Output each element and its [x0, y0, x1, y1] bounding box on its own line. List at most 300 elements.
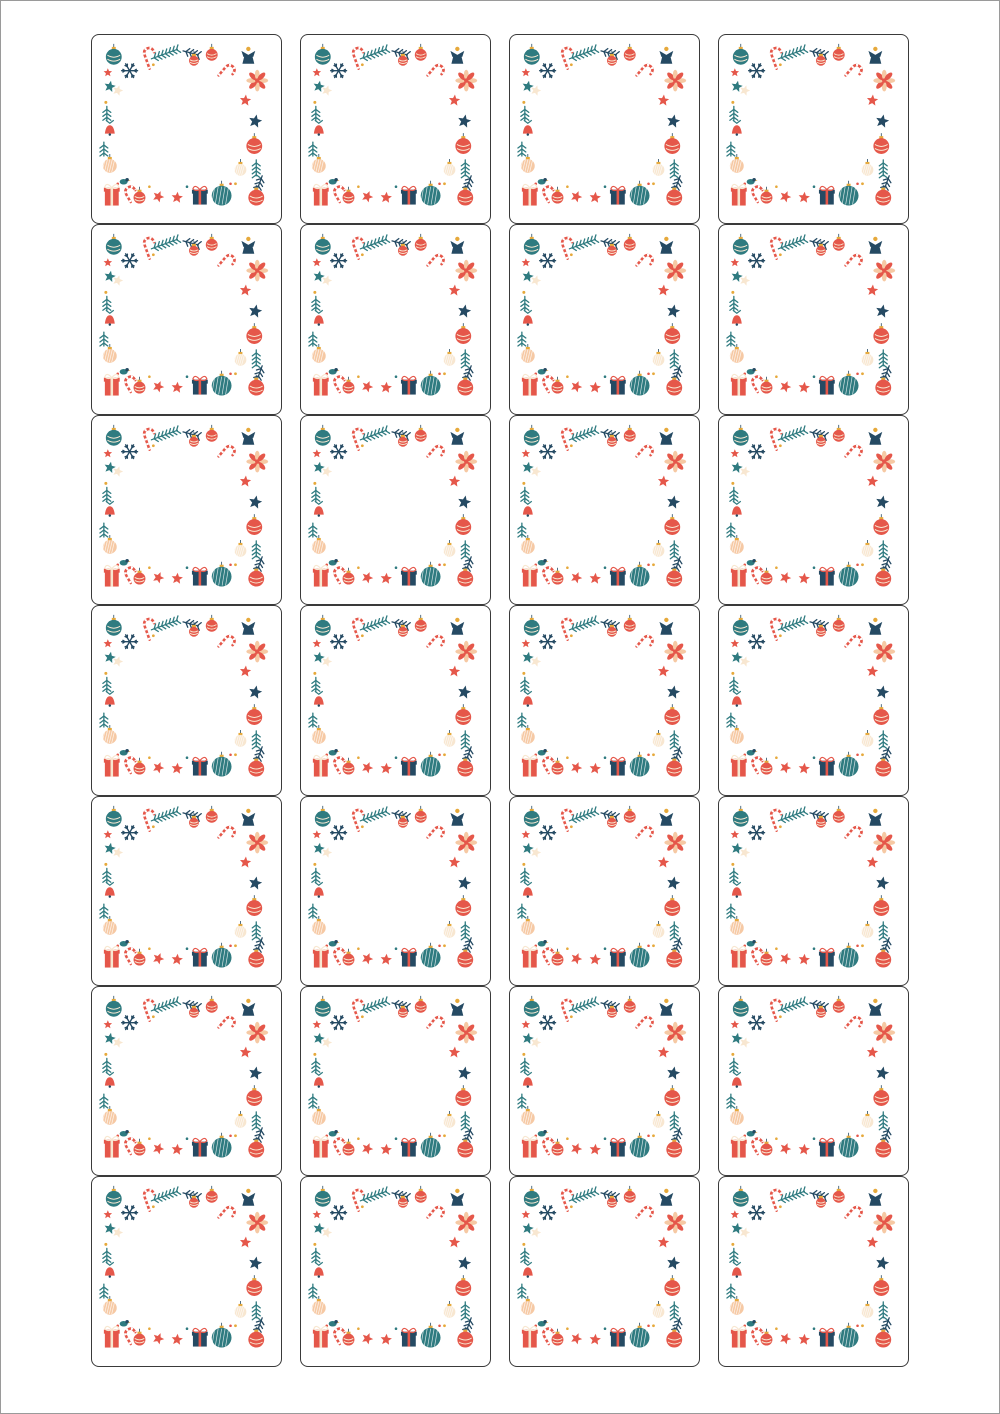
bell-icon [105, 311, 115, 327]
christmas-label [91, 1176, 282, 1366]
snowflake-icon [122, 825, 138, 839]
ornament-icon [246, 133, 262, 154]
star-icon [876, 686, 889, 699]
star-icon [314, 462, 325, 473]
confetti-dot [647, 1134, 650, 1137]
bow-icon [664, 641, 686, 663]
ornament-icon [311, 725, 326, 744]
star-icon [867, 95, 878, 106]
gift-icon [731, 1136, 747, 1157]
pine-branch-icon [777, 806, 808, 824]
pine-branch-icon [568, 997, 599, 1015]
confetti-dot [357, 1137, 360, 1140]
candy-cane-icon [428, 1206, 446, 1225]
confetti-dot [229, 563, 232, 566]
star-icon [799, 192, 810, 203]
ornament-icon [666, 185, 682, 206]
confetti-dot [104, 291, 107, 294]
pine-branch-icon [103, 487, 111, 501]
star-icon [531, 276, 541, 286]
confetti-dot [313, 291, 316, 294]
ornament-icon [666, 375, 682, 396]
pine-branch-icon [568, 616, 599, 634]
confetti-dot [522, 291, 525, 294]
confetti-dot [570, 254, 573, 257]
bell-icon [732, 501, 742, 517]
confetti-dot [395, 757, 398, 760]
ornament-icon [860, 921, 873, 938]
ornament-icon [875, 566, 891, 587]
gift-icon [104, 756, 120, 777]
ornament-icon [630, 942, 650, 967]
gift-icon [313, 565, 329, 586]
gift-icon [313, 184, 329, 205]
star-icon [104, 1211, 112, 1219]
star-icon [313, 449, 321, 457]
ornament-icon [664, 514, 680, 535]
gift-icon [313, 1327, 329, 1348]
confetti-dot [104, 862, 107, 865]
star-icon [458, 1257, 471, 1270]
gift-icon [401, 1138, 417, 1156]
star-icon [523, 271, 534, 282]
star-icon [104, 259, 112, 267]
confetti-dot [856, 754, 859, 757]
ornament-icon [102, 1296, 117, 1315]
snowflake-icon [749, 635, 765, 649]
bell-icon [314, 311, 324, 327]
gift-icon [313, 946, 329, 967]
star-icon [590, 572, 601, 583]
star-icon [172, 1144, 183, 1155]
ornament-icon [524, 234, 540, 255]
confetti-dot [438, 944, 441, 947]
confetti-dot [438, 1325, 441, 1328]
bird-icon [747, 749, 758, 756]
bird-icon [747, 940, 758, 947]
star-icon [458, 1066, 471, 1079]
confetti-dot [148, 185, 151, 188]
bow-icon [246, 70, 268, 92]
confetti-dot [813, 1328, 816, 1331]
confetti-dot [229, 1325, 232, 1328]
confetti-dot [357, 757, 360, 760]
pine-branch-icon [568, 1187, 599, 1205]
confetti-dot [570, 63, 573, 66]
star-icon [523, 462, 534, 473]
star-icon [732, 462, 743, 473]
ornament-icon [729, 725, 744, 744]
bow-icon [246, 260, 268, 282]
star-icon [799, 763, 810, 774]
confetti-dot [604, 376, 607, 379]
gift-icon [522, 184, 538, 205]
confetti-dot [438, 1134, 441, 1137]
confetti-dot [152, 1015, 155, 1018]
star-icon [731, 449, 739, 457]
gift-icon [192, 377, 208, 395]
candy-cane-icon [219, 1206, 237, 1225]
gift-icon [313, 756, 329, 777]
pine-branch-icon [309, 142, 317, 156]
confetti-dot [522, 101, 525, 104]
ornament-icon [733, 805, 749, 826]
ornament-icon [102, 344, 117, 363]
ornament-icon [729, 1106, 744, 1125]
ornament-frame [92, 416, 281, 604]
confetti-dot [861, 182, 864, 185]
ornament-icon [524, 996, 540, 1017]
christmas-label [91, 415, 282, 605]
star-icon [523, 1033, 534, 1044]
pine-branch-icon [521, 487, 529, 501]
christmas-label [91, 224, 282, 414]
pine-branch-icon [150, 1187, 181, 1205]
gift-icon [401, 1329, 417, 1347]
confetti-dot [229, 944, 232, 947]
bow-icon [873, 70, 895, 92]
pine-branch-icon [777, 997, 808, 1015]
star-icon [113, 656, 123, 666]
gift-icon [819, 186, 835, 204]
christmas-label [718, 796, 909, 986]
gift-icon [192, 758, 208, 776]
christmas-label [300, 34, 491, 224]
ornament-icon [102, 1106, 117, 1125]
ornament-frame [510, 416, 699, 604]
snowflake-icon [122, 254, 138, 268]
confetti-dot [186, 1137, 189, 1140]
star-icon [153, 191, 164, 202]
ornament-icon [839, 942, 859, 967]
ornament-icon [102, 725, 117, 744]
pine-branch-icon [103, 297, 111, 311]
bow-icon [664, 1212, 686, 1234]
confetti-dot [395, 566, 398, 569]
snowflake-icon [122, 64, 138, 78]
star-icon [590, 382, 601, 393]
gift-icon [522, 565, 538, 586]
ornament-icon [457, 1137, 473, 1158]
star-icon [667, 1257, 680, 1270]
snowflake-icon [331, 445, 347, 459]
star-icon [780, 382, 791, 393]
pine-branch-icon [727, 332, 735, 346]
confetti-dot [647, 373, 650, 376]
confetti-dot [357, 947, 360, 950]
snowflake-icon [122, 635, 138, 649]
gift-icon [192, 948, 208, 966]
gift-icon [819, 567, 835, 585]
ornament-frame [92, 797, 281, 985]
pine-branch-icon [309, 904, 317, 918]
star-icon [104, 639, 112, 647]
ornament-icon [206, 425, 218, 442]
ornament-frame [510, 987, 699, 1175]
confetti-dot [148, 566, 151, 569]
ornament-icon [311, 154, 326, 173]
confetti-dot [234, 1325, 237, 1328]
ornament-icon [520, 344, 535, 363]
confetti-dot [361, 254, 364, 257]
ornament-icon [520, 1296, 535, 1315]
confetti-dot [234, 944, 237, 947]
star-icon [105, 1223, 116, 1234]
pine-branch-icon [670, 1302, 678, 1320]
ornament-icon [729, 916, 744, 935]
ornament-icon [666, 1327, 682, 1348]
pine-branch-icon [879, 731, 887, 749]
confetti-dot [229, 182, 232, 185]
bird-icon [120, 1320, 131, 1327]
pine-branch-icon [730, 487, 738, 501]
ornament-icon [455, 895, 471, 916]
snowflake-icon [749, 1206, 765, 1220]
gift-icon [522, 946, 538, 967]
bird-icon [538, 1130, 549, 1137]
pine-branch-icon [521, 297, 529, 311]
ornament-frame [719, 35, 908, 223]
pine-branch-icon [100, 1284, 108, 1298]
pine-branch-icon [730, 297, 738, 311]
confetti-dot [234, 754, 237, 757]
ornament-frame [719, 987, 908, 1175]
christmas-label [300, 986, 491, 1176]
star-icon [867, 285, 878, 296]
confetti-dot [813, 757, 816, 760]
pine-branch-icon [309, 713, 317, 727]
confetti-dot [361, 1206, 364, 1209]
ornament-icon [421, 371, 441, 396]
star-icon [249, 495, 262, 508]
pine-branch-icon [103, 868, 111, 882]
pine-branch-icon [309, 523, 317, 537]
star-icon [449, 1046, 460, 1057]
star-icon [590, 192, 601, 203]
confetti-dot [438, 373, 441, 376]
star-icon [322, 85, 332, 95]
gift-icon [610, 758, 626, 776]
bow-icon [664, 70, 686, 92]
confetti-dot [813, 947, 816, 950]
ornament-icon [233, 349, 246, 366]
star-icon [867, 475, 878, 486]
ornament-icon [421, 1323, 441, 1348]
ornament-icon [524, 1186, 540, 1207]
star-icon [449, 475, 460, 486]
bell-icon [523, 120, 533, 136]
snowflake-icon [122, 445, 138, 459]
star-icon [867, 1046, 878, 1057]
star-icon [867, 666, 878, 677]
star-icon [104, 1020, 112, 1028]
ornament-icon [421, 1133, 441, 1158]
ornament-icon [106, 234, 122, 255]
candy-cane-icon [846, 254, 864, 273]
bow-icon [246, 641, 268, 663]
ornament-icon [833, 425, 845, 442]
angel-icon [868, 237, 882, 254]
confetti-dot [570, 635, 573, 638]
candy-cane-icon [219, 63, 237, 82]
pine-branch-icon [777, 235, 808, 253]
star-icon [313, 1020, 321, 1028]
star-icon [732, 652, 743, 663]
star-icon [113, 85, 123, 95]
ornament-icon [102, 916, 117, 935]
pine-branch-icon [461, 1112, 469, 1130]
pine-branch-icon [461, 731, 469, 749]
bell-icon [314, 120, 324, 136]
ornament-icon [630, 181, 650, 206]
pine-branch-icon [312, 487, 320, 501]
ornament-icon [733, 425, 749, 446]
pine-branch-icon [100, 713, 108, 727]
confetti-dot [443, 1325, 446, 1328]
star-icon [799, 1334, 810, 1345]
ornament-icon [415, 805, 427, 822]
confetti-dot [861, 373, 864, 376]
ornament-icon [664, 1085, 680, 1106]
confetti-dot [570, 1206, 573, 1209]
angel-icon [659, 47, 673, 64]
star-icon [153, 1143, 164, 1154]
ornament-icon [873, 514, 889, 535]
star-icon [458, 686, 471, 699]
pine-branch-icon [312, 868, 320, 882]
bird-icon [329, 1320, 340, 1327]
star-icon [362, 1333, 373, 1344]
ornament-icon [212, 371, 232, 396]
ornament-icon [455, 1085, 471, 1106]
confetti-dot [229, 1134, 232, 1137]
ornament-icon [520, 916, 535, 935]
confetti-dot [186, 947, 189, 950]
ornament-icon [839, 1323, 859, 1348]
bell-icon [523, 882, 533, 898]
pine-branch-icon [568, 235, 599, 253]
ornament-icon [206, 44, 218, 61]
ornament-icon [455, 133, 471, 154]
ornament-icon [455, 324, 471, 345]
star-icon [571, 572, 582, 583]
ornament-icon [415, 425, 427, 442]
confetti-dot [566, 1328, 569, 1331]
ornament-icon [624, 44, 636, 61]
confetti-dot [856, 563, 859, 566]
snowflake-icon [749, 445, 765, 459]
ornament-icon [524, 805, 540, 826]
ornament-icon [839, 371, 859, 396]
label-grid [91, 34, 909, 1367]
star-icon [113, 1228, 123, 1238]
gift-icon [104, 1327, 120, 1348]
ornament-icon [651, 730, 664, 747]
ornament-icon [875, 756, 891, 777]
pine-branch-icon [150, 426, 181, 444]
ornament-frame [510, 797, 699, 985]
pine-branch-icon [568, 426, 599, 444]
candy-cane-icon [846, 634, 864, 653]
star-icon [667, 1066, 680, 1079]
ornament-icon [106, 615, 122, 636]
star-icon [531, 1037, 541, 1047]
ornament-icon [233, 1301, 246, 1318]
star-icon [732, 842, 743, 853]
bird-icon [747, 1130, 758, 1137]
ornament-icon [106, 805, 122, 826]
confetti-dot [813, 376, 816, 379]
star-icon [381, 192, 392, 203]
confetti-dot [861, 754, 864, 757]
ornament-icon [455, 704, 471, 725]
ornament-icon [666, 756, 682, 777]
star-icon [105, 1033, 116, 1044]
confetti-dot [604, 947, 607, 950]
confetti-dot [775, 185, 778, 188]
confetti-dot [604, 1137, 607, 1140]
ornament-icon [457, 756, 473, 777]
pine-branch-icon [670, 160, 678, 178]
angel-icon [450, 427, 464, 444]
bell-icon [732, 311, 742, 327]
candy-cane-icon [428, 63, 446, 82]
bird-icon [538, 559, 549, 566]
confetti-dot [813, 566, 816, 569]
bow-icon [246, 1212, 268, 1234]
pine-branch-icon [518, 1284, 526, 1298]
ornament-frame [301, 606, 490, 794]
bird-icon [329, 940, 340, 947]
ornament-icon [733, 615, 749, 636]
snowflake-icon [540, 445, 556, 459]
star-icon [590, 953, 601, 964]
candy-cane-icon [219, 254, 237, 273]
star-icon [240, 666, 251, 677]
ornament-icon [421, 942, 441, 967]
christmas-label [91, 605, 282, 795]
gift-icon [731, 1327, 747, 1348]
confetti-dot [566, 757, 569, 760]
ornament-icon [873, 324, 889, 345]
pine-branch-icon [150, 806, 181, 824]
pine-branch-icon [879, 1112, 887, 1130]
ornament-icon [729, 535, 744, 554]
ornament-icon [457, 946, 473, 967]
bird-icon [120, 178, 131, 185]
star-icon [322, 656, 332, 666]
gift-icon [522, 375, 538, 396]
ornament-icon [246, 324, 262, 345]
ornament-icon [246, 1085, 262, 1106]
pine-branch-icon [727, 713, 735, 727]
pine-branch-icon [359, 806, 390, 824]
confetti-dot [361, 825, 364, 828]
confetti-dot [731, 291, 734, 294]
ornament-icon [873, 895, 889, 916]
pine-branch-icon [461, 160, 469, 178]
star-icon [362, 1143, 373, 1154]
ornament-icon [860, 1111, 873, 1128]
confetti-dot [148, 757, 151, 760]
ornament-icon [421, 752, 441, 777]
ornament-icon [651, 921, 664, 938]
ornament-frame [510, 225, 699, 413]
pine-branch-icon [103, 678, 111, 692]
star-icon [740, 276, 750, 286]
star-icon [362, 382, 373, 393]
pine-branch-icon [777, 616, 808, 634]
